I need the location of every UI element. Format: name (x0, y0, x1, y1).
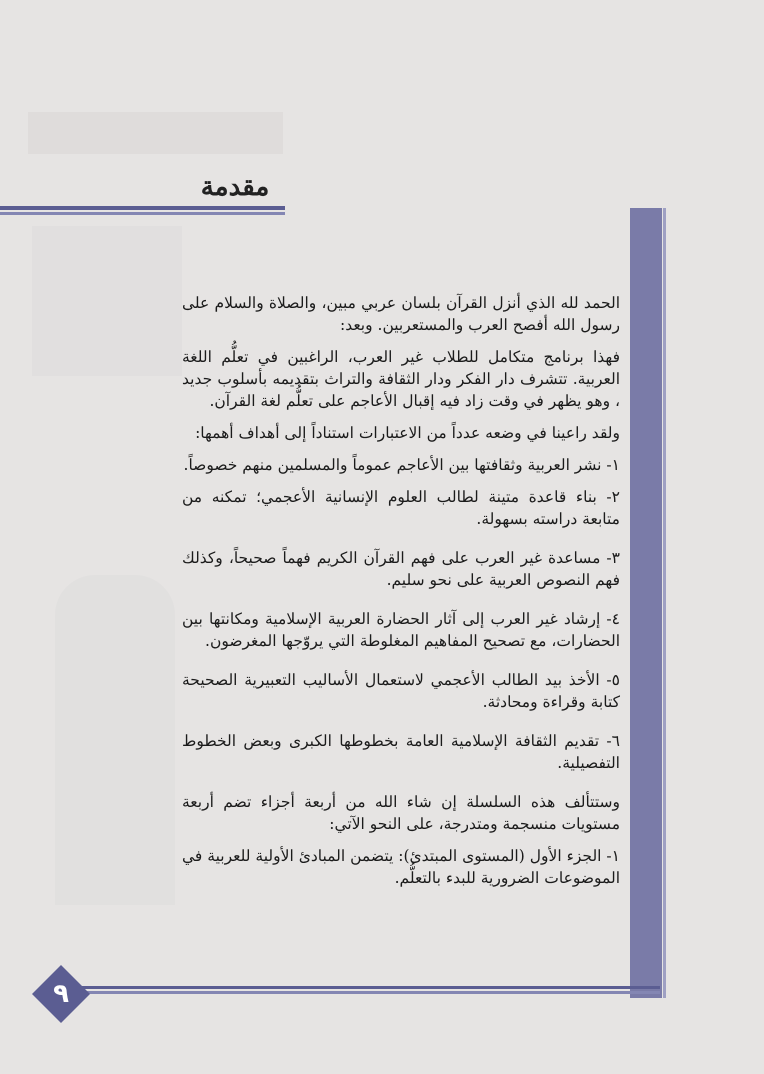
page-number: ٩ (53, 979, 69, 1009)
goal-item-6: ٦- تقديم الثقافة الإسلامية العامة بخطوطها الكبرى وبعض الخطوط التفصيلية. (182, 732, 620, 772)
paragraph-opening: الحمد لله الذي أنزل القرآن بلسان عربي مبين، والصلاة والسلام على رسول الله أفصح العرب والمستعربين. وبعد: (182, 294, 620, 334)
page-title: مقدمة (200, 172, 270, 202)
goal-item-3: ٣- مساعدة غير العرب على فهم القرآن الكريم فهماً صحيحاً، وكذلك فهم النصوص العربية على نحو سليم. (182, 549, 620, 589)
paragraph-program: فهذا برنامج متكامل للطلاب غير العرب، الراغبين في تعلُّم اللغة العربية. تتشرف دار الفكر ودار الثقافة والتراث بتقديمه بأسلوب جديد ، وهو يظهر في وقت زاد فيه إقبال الأعاجم على تعلُّم لغة القرآن. (182, 348, 620, 410)
show-through-photo (55, 575, 175, 905)
goal-item-4: ٤- إرشاد غير العرب إلى آثار الحضارة العربية الإسلامية ومكانتها بين الحضارات، مع تصحيح المفاهيم المغلوطة التي يروّجها المغرضون. (182, 610, 620, 650)
show-through-band (28, 112, 283, 154)
series-part-1: ١- الجزء الأول (المستوى المبتدئ): يتضمن المبادئ الأولية للعربية في الموضوعات الضرورية للبدء بالتعلُّم. (182, 847, 620, 887)
footer-rule (60, 986, 660, 995)
goal-item-1: ١- نشر العربية وثقافتها بين الأعاجم عموماً والمسلمين منهم خصوصاً. (183, 456, 620, 474)
decorative-side-bar (630, 208, 662, 998)
paragraph-goals-intro: ولقد راعينا في وضعه عدداً من الاعتبارات استناداً إلى أهداف أهمها: (195, 424, 620, 442)
show-through-panel (32, 226, 182, 376)
goal-item-5: ٥- الأخذ بيد الطالب الأعجمي لاستعمال الأساليب التعبيرية الصحيحة كتابة وقراءة ومحادثة. (182, 671, 620, 711)
goal-item-2: ٢- بناء قاعدة متينة لطالب العلوم الإنسانية الأعجمي؛ تمكنه من متابعة دراسته بسهولة. (182, 488, 620, 528)
introduction-text (182, 292, 620, 899)
paragraph-series: وستتألف هذه السلسلة إن شاء الله من أربعة أجزاء تضم أربعة مستويات منسجمة ومتدرجة، على النحو الآتي: (182, 793, 620, 833)
title-underline (0, 206, 285, 215)
